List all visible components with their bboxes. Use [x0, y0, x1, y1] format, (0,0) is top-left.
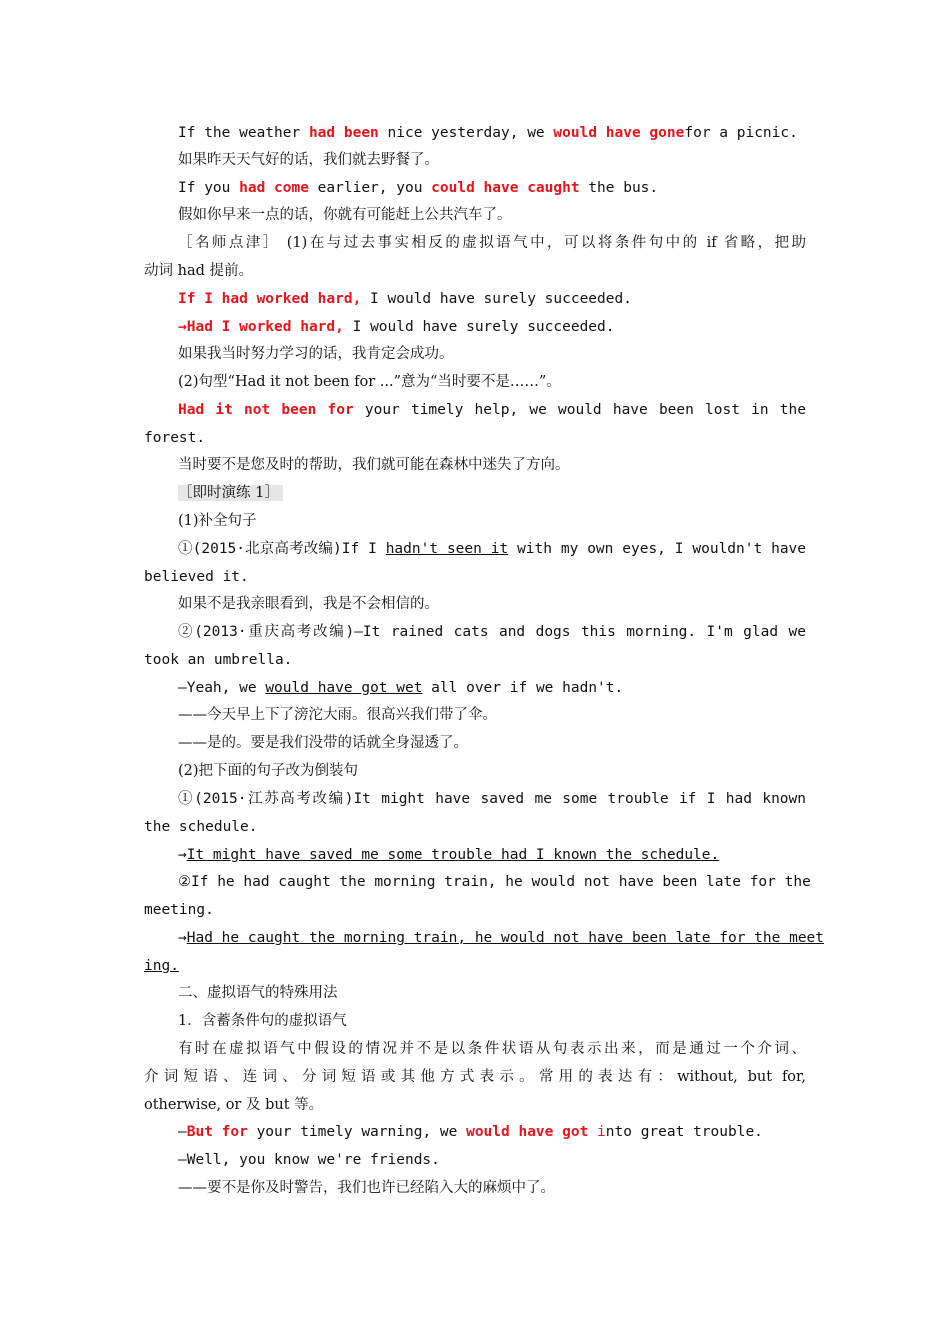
text: nto great trouble. [605, 1124, 763, 1140]
highlight: would have got [466, 1124, 589, 1140]
text: — [178, 1124, 187, 1140]
translation: 如果昨天天气好的话，我们就去野餐了。 [178, 152, 439, 168]
text: for a picnic. [684, 125, 798, 141]
highlight: →Had I worked hard, [178, 319, 344, 335]
text: the bus. [579, 180, 659, 196]
translation: ——是的。要是我们没带的话就全身湿透了。 [178, 735, 468, 751]
teacher-note: (2)句型“Had it not been for ...”意为“当时要不是……”。 [178, 374, 561, 390]
section-heading: 二、虚拟语气的特殊用法 [178, 985, 338, 1001]
exercise-item-cont: believed it. [144, 569, 249, 585]
translation: ——今天早上下了滂沱大雨。很高兴我们带了伞。 [178, 707, 497, 723]
highlight: had been [308, 125, 379, 141]
exercise-item: ②(2013·重庆高考改编)—It rained cats and dogs this morning. I'm glad we [178, 624, 806, 640]
text: If the weather [178, 125, 309, 141]
exercise-item [178, 538, 806, 560]
text: your timely help, we would have been lost in the [353, 402, 806, 418]
exercise-item-cont: meeting. [144, 902, 214, 918]
example-sentence [178, 399, 806, 421]
text [588, 1124, 597, 1140]
paragraph-cont: otherwise, or 及 but 等。 [144, 1097, 324, 1113]
example-sentence [178, 288, 806, 310]
answer-line [178, 844, 806, 866]
exercise-item-cont: the schedule. [144, 819, 258, 835]
paragraph: 有时在虚拟语气中假设的情况并不是以条件状语从句表示出来，而是通过一个介词、 [178, 1041, 806, 1057]
highlight: Had it not been for [178, 402, 354, 418]
highlight: could have caught [431, 180, 580, 196]
highlight: would have gone [553, 125, 685, 141]
paragraph-cont: 介词短语、连词、分词短语或其他方式表示。常用的表达有：without, but for, [144, 1069, 806, 1085]
answer-line [178, 927, 825, 949]
practice-tag: ［即时演练 1］ [178, 485, 283, 501]
dialogue-line: —Well, you know we're friends. [178, 1152, 440, 1168]
translation: ——要不是你及时警告，我们也许已经陷入大的麻烦中了。 [178, 1180, 555, 1196]
subsection-heading: 1．含蓄条件句的虚拟语气 [178, 1013, 347, 1029]
example-sentence [178, 122, 806, 144]
example-sentence [178, 177, 806, 199]
section-tag [178, 482, 806, 504]
text: all over if we hadn't. [422, 680, 624, 696]
arrow: → [178, 930, 187, 946]
highlight: had come [239, 180, 309, 196]
text: earlier, you [308, 180, 432, 196]
highlight: But for [186, 1124, 248, 1140]
highlight: i [597, 1124, 606, 1140]
exercise-heading: (2)把下面的句子改为倒装句 [178, 763, 359, 779]
text: ①(2015·北京高考改编)If I [178, 541, 386, 557]
exercise-item: ①(2015·江苏高考改编)It might have saved me some trouble if I had known [178, 791, 806, 807]
answer: hadn't seen it [385, 541, 509, 557]
text: nice yesterday, we [378, 125, 554, 141]
highlight: If I had worked hard, [178, 291, 362, 307]
teacher-note: ［名师点津］ (1)在与过去事实相反的虚拟语气中，可以将条件句中的 if 省略，把助 [178, 235, 806, 251]
teacher-note-cont: 动词 had 提前。 [144, 263, 253, 279]
example-sentence-cont: forest. [144, 430, 206, 446]
arrow: → [178, 847, 187, 863]
text: with my own eyes, I wouldn't have [508, 541, 807, 557]
text: I would have surely succeeded. [361, 291, 632, 307]
answer: It might have saved me some trouble had I known the schedule. [186, 847, 720, 863]
dialogue-line [178, 677, 806, 699]
example-sentence [178, 316, 806, 338]
text: your timely warning, we [247, 1124, 467, 1140]
answer: Had he caught the morning train, he would not have been late for the meet [186, 930, 825, 946]
translation: 如果不是我亲眼看到，我是不会相信的。 [178, 596, 439, 612]
translation: 当时要不是您及时的帮助，我们就可能在森林中迷失了方向。 [178, 457, 570, 473]
translation: 假如你早来一点的话，你就有可能赶上公共汽车了。 [178, 207, 512, 223]
text: I would have surely succeeded. [343, 319, 615, 335]
text: If you [178, 180, 240, 196]
answer: ing. [144, 958, 179, 974]
text: —Yeah, we [178, 680, 266, 696]
exercise-heading: (1)补全句子 [178, 513, 257, 529]
answer-line-cont [144, 955, 806, 977]
exercise-item-cont: took an umbrella. [144, 652, 293, 668]
dialogue-line [178, 1121, 806, 1143]
answer: would have got wet [265, 680, 423, 696]
translation: 如果我当时努力学习的话，我肯定会成功。 [178, 346, 454, 362]
exercise-item: ②If he had caught the morning train, he would not have been late for the [178, 874, 811, 890]
